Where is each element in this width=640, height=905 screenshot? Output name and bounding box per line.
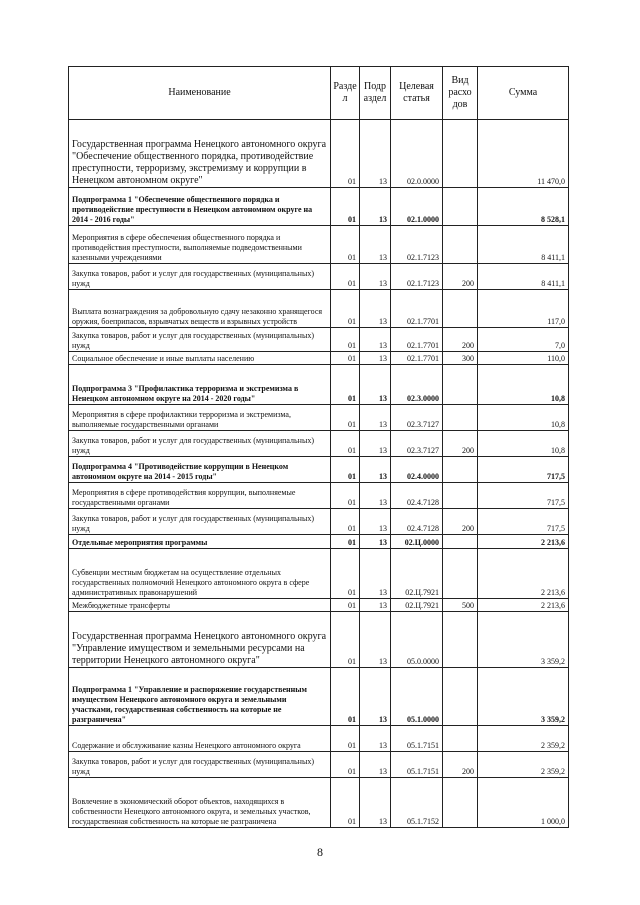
row-sum: 2 359,2 — [478, 726, 569, 752]
row-sum: 2 213,6 — [478, 599, 569, 612]
row-target: 02.4.0000 — [391, 457, 443, 483]
header-subsection: Подр аздел — [360, 67, 391, 120]
row-target: 02.3.7127 — [391, 405, 443, 431]
table-row — [69, 120, 569, 188]
row-section: 01 — [331, 483, 360, 509]
row-type — [443, 405, 478, 431]
row-target: 02.Ц.0000 — [391, 535, 443, 549]
row-target: 05.0.0000 — [391, 612, 443, 668]
row-target: 02.4.7128 — [391, 483, 443, 509]
row-type: 500 — [443, 599, 478, 612]
row-section: 01 — [331, 549, 360, 599]
table-row — [69, 549, 569, 599]
row-subsection: 13 — [360, 290, 391, 328]
row-name: Субвенции местным бюджетам на осуществление отдельных государственных полномочий Ненецкого автономного округа в сфере административных правонарушений — [69, 549, 331, 599]
row-sum: 8 411,1 — [478, 226, 569, 264]
row-target: 05.1.7152 — [391, 778, 443, 828]
table-row — [69, 431, 569, 457]
row-subsection: 13 — [360, 612, 391, 668]
row-section: 01 — [331, 352, 360, 365]
row-name: Закупка товаров, работ и услуг для государственных (муниципальных) нужд — [69, 509, 331, 535]
row-sum: 10,8 — [478, 431, 569, 457]
row-name: Государственная программа Ненецкого автономного округа "Обеспечение общественного порядка, противодействие преступности, терроризму, экстремизму и коррупции в Ненецком автономном округе" — [69, 120, 331, 188]
row-subsection: 13 — [360, 752, 391, 778]
row-subsection: 13 — [360, 778, 391, 828]
row-target: 05.1.0000 — [391, 668, 443, 726]
row-section: 01 — [331, 264, 360, 290]
row-type — [443, 612, 478, 668]
row-section: 01 — [331, 668, 360, 726]
row-name: Мероприятия в сфере противодействия коррупции, выполняемые государственными органами — [69, 483, 331, 509]
table-row — [69, 752, 569, 778]
table-row — [69, 365, 569, 405]
row-sum: 3 359,2 — [478, 668, 569, 726]
row-type — [443, 226, 478, 264]
row-name: Межбюджетные трансферты — [69, 599, 331, 612]
row-sum: 11 470,0 — [478, 120, 569, 188]
table-row — [69, 778, 569, 828]
page-number: 8 — [317, 845, 323, 859]
table-row — [69, 405, 569, 431]
row-name: Закупка товаров, работ и услуг для государственных (муниципальных) нужд — [69, 431, 331, 457]
row-sum: 117,0 — [478, 290, 569, 328]
row-subsection: 13 — [360, 328, 391, 352]
table-row — [69, 483, 569, 509]
row-sum: 2 213,6 — [478, 535, 569, 549]
row-type — [443, 726, 478, 752]
header-sum: Сумма — [478, 67, 569, 120]
row-name: Мероприятия в сфере обеспечения общественного порядка и противодействия преступности, выполняемые подведомственными казенными учреждениями — [69, 226, 331, 264]
table-row — [69, 599, 569, 612]
row-section: 01 — [331, 431, 360, 457]
table-row — [69, 290, 569, 328]
row-sum: 3 359,2 — [478, 612, 569, 668]
table-row — [69, 188, 569, 226]
row-section: 01 — [331, 120, 360, 188]
row-name: Мероприятия в сфере профилактики терроризма и экстремизма, выполняемые государственными органами — [69, 405, 331, 431]
row-target: 02.1.7123 — [391, 226, 443, 264]
row-sum: 8 411,1 — [478, 264, 569, 290]
table-row — [69, 264, 569, 290]
row-name: Закупка товаров, работ и услуг для государственных (муниципальных) нужд — [69, 328, 331, 352]
row-type: 200 — [443, 431, 478, 457]
header-section: Разде л — [331, 67, 360, 120]
row-section: 01 — [331, 535, 360, 549]
row-name: Подпрограмма 1 "Управление и распоряжение государственным имуществом Ненецкого автономного округа и земельными участками, государственная собственность на которые не разграничена" — [69, 668, 331, 726]
row-type — [443, 290, 478, 328]
row-subsection: 13 — [360, 599, 391, 612]
table-row — [69, 726, 569, 752]
row-sum: 2 359,2 — [478, 752, 569, 778]
row-sum: 717,5 — [478, 509, 569, 535]
row-sum: 110,0 — [478, 352, 569, 365]
row-type — [443, 188, 478, 226]
row-section: 01 — [331, 612, 360, 668]
row-target: 05.1.7151 — [391, 752, 443, 778]
row-sum: 2 213,6 — [478, 549, 569, 599]
row-target: 02.1.7701 — [391, 290, 443, 328]
budget-table — [68, 66, 569, 828]
row-type — [443, 668, 478, 726]
row-name: Отдельные мероприятия программы — [69, 535, 331, 549]
row-target: 02.1.7701 — [391, 328, 443, 352]
row-section: 01 — [331, 290, 360, 328]
row-section: 01 — [331, 365, 360, 405]
row-type — [443, 483, 478, 509]
row-type: 200 — [443, 509, 478, 535]
header-type: Вид расхо дов — [443, 67, 478, 120]
row-subsection: 13 — [360, 483, 391, 509]
table-row — [69, 352, 569, 365]
header-name: Наименование — [69, 67, 331, 120]
row-sum: 8 528,1 — [478, 188, 569, 226]
row-name: Содержание и обслуживание казны Ненецкого автономного округа — [69, 726, 331, 752]
row-target: 02.Ц.7921 — [391, 549, 443, 599]
row-subsection: 13 — [360, 457, 391, 483]
row-subsection: 13 — [360, 188, 391, 226]
row-target: 02.1.7123 — [391, 264, 443, 290]
row-type — [443, 365, 478, 405]
row-type — [443, 549, 478, 599]
table-row — [69, 668, 569, 726]
row-name: Подпрограмма 3 "Профилактика терроризма и экстремизма в Ненецком автономном округе на 2014 - 2020 годы" — [69, 365, 331, 405]
row-target: 02.Ц.7921 — [391, 599, 443, 612]
row-type — [443, 535, 478, 549]
row-name: Вовлечение в экономический оборот объектов, находящихся в собственности Ненецкого автономного округа, и земельных участков, государственная собственность на которые не разграничена — [69, 778, 331, 828]
row-name: Закупка товаров, работ и услуг для государственных (муниципальных) нужд — [69, 264, 331, 290]
row-subsection: 13 — [360, 226, 391, 264]
row-target: 02.0.0000 — [391, 120, 443, 188]
row-target: 05.1.7151 — [391, 726, 443, 752]
row-name: Подпрограмма 1 "Обеспечение общественного порядка и противодействие преступности в Ненецком автономном округе на 2014 - 2016 годы" — [69, 188, 331, 226]
row-type: 200 — [443, 752, 478, 778]
row-subsection: 13 — [360, 431, 391, 457]
table-row — [69, 457, 569, 483]
row-sum: 717,5 — [478, 457, 569, 483]
row-name: Выплата вознаграждения за добровольную сдачу незаконно хранящегося оружия, боеприпасов, взрывчатых веществ и взрывных устройств — [69, 290, 331, 328]
table-header-row — [69, 67, 569, 120]
row-section: 01 — [331, 752, 360, 778]
row-name: Подпрограмма 4 "Противодействие коррупции в Ненецком автономном округе на 2014 - 2015 годы" — [69, 457, 331, 483]
row-type — [443, 778, 478, 828]
row-subsection: 13 — [360, 352, 391, 365]
table-row — [69, 328, 569, 352]
row-subsection: 13 — [360, 405, 391, 431]
row-sum: 7,0 — [478, 328, 569, 352]
row-target: 02.1.0000 — [391, 188, 443, 226]
row-subsection: 13 — [360, 535, 391, 549]
row-name: Закупка товаров, работ и услуг для государственных (муниципальных) нужд — [69, 752, 331, 778]
row-sum: 10,8 — [478, 365, 569, 405]
row-sum: 10,8 — [478, 405, 569, 431]
row-name: Социальное обеспечение и иные выплаты населению — [69, 352, 331, 365]
row-target: 02.1.7701 — [391, 352, 443, 365]
row-section: 01 — [331, 599, 360, 612]
row-target: 02.3.0000 — [391, 365, 443, 405]
row-name: Государственная программа Ненецкого автономного округа "Управление имуществом и земельными ресурсами на территории Ненецкого автономного округа" — [69, 612, 331, 668]
row-section: 01 — [331, 726, 360, 752]
table-row — [69, 509, 569, 535]
row-section: 01 — [331, 778, 360, 828]
row-target: 02.3.7127 — [391, 431, 443, 457]
row-target: 02.4.7128 — [391, 509, 443, 535]
row-type — [443, 120, 478, 188]
row-section: 01 — [331, 405, 360, 431]
row-section: 01 — [331, 457, 360, 483]
row-section: 01 — [331, 188, 360, 226]
table-row — [69, 612, 569, 668]
table-row — [69, 535, 569, 549]
row-subsection: 13 — [360, 120, 391, 188]
row-type: 200 — [443, 264, 478, 290]
table-row — [69, 226, 569, 264]
row-section: 01 — [331, 509, 360, 535]
row-subsection: 13 — [360, 365, 391, 405]
row-sum: 1 000,0 — [478, 778, 569, 828]
row-subsection: 13 — [360, 549, 391, 599]
row-section: 01 — [331, 328, 360, 352]
row-section: 01 — [331, 226, 360, 264]
row-type — [443, 457, 478, 483]
row-subsection: 13 — [360, 264, 391, 290]
row-sum: 717,5 — [478, 483, 569, 509]
row-subsection: 13 — [360, 668, 391, 726]
row-subsection: 13 — [360, 509, 391, 535]
header-target: Целевая статья — [391, 67, 443, 120]
row-subsection: 13 — [360, 726, 391, 752]
row-type: 300 — [443, 352, 478, 365]
row-type: 200 — [443, 328, 478, 352]
